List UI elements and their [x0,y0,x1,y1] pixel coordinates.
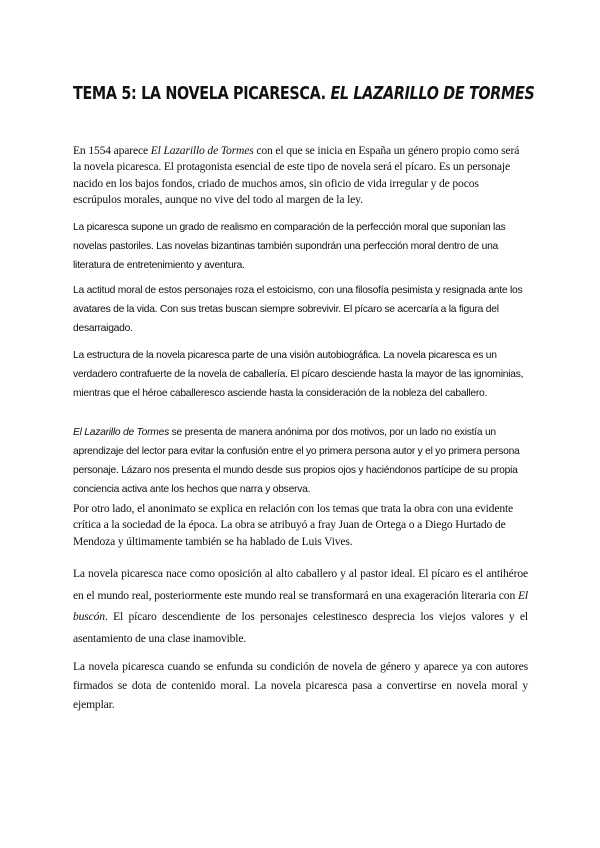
work-title-buscon: El buscón [73,588,528,623]
work-title-lazarillo: El Lazarillo de Tormes [73,427,169,438]
paragraph-intro [73,143,528,209]
paragraph-realism: La picaresca supone un grado de realismo en comparación de la perfección moral que suponían las novelas pastoriles. Las novelas bizantinas también supondrán una perfección moral dentro de una literatura de entretenimiento y aventura. [73,222,506,271]
title-emphasis: EL LAZARILLO DE TORMES [330,84,535,104]
paragraph-structure: La estructura de la novela picaresca parte de una visión autobiográfica. La novela picaresca es un verdadero contrafuerte de la novela de caballería. El pícaro desciende hasta la mayor de las ignominias, mientras que el héroe caballeresco asciende hasta la consideración de la nobleza del caballero. [73,350,524,399]
page-title [73,84,535,104]
paragraph-anonymity-post: se presenta de manera anónima por dos motivos, por un lado no existía un aprendizaje del lector para evitar la confusión entre el yo primera persona autor y el yo primera persona personaje. Lázaro nos presenta el mundo desde sus propios ojos y haciéndonos partícipe de su propia conciencia activa ante los hechos que narra y observa. [73,427,520,495]
paragraph-antihero-post: . El pícaro descendiente de los personajes celestinesco desprecia los viejos valores y el asentamiento de una clase inamovible. [73,610,528,645]
paragraph-moral-novel: La novela picaresca cuando se enfunda su condición de novela de género y aparece ya con autores firmados se dota de contenido moral. La novela picaresca pasa a convertirse en novela moral y ejemplar. [73,660,528,711]
paragraph-moral-attitude: La actitud moral de estos personajes roza el estoicismo, con una filosofía pesimista y resignada ante los avatares de la vida. Con sus tretas buscan siempre sobrevivir. El pícaro se acercaría a la figura del desarraigado. [73,285,523,334]
paragraph-intro-pre: En 1554 aparece [73,144,151,157]
paragraph-antihero [73,563,528,649]
paragraph-intro-post: con el que se inicia en España un género propio como será la novela picaresca. El protagonista esencial de este tipo de novela será el pícaro. Es un personaje nacido en los bajos fondos, criado de muchos amos, sin oficio de vida irregular y de pocos escrúpulos morales, aunque no vive del todo al margen de la ley. [73,144,520,207]
paragraph-anonymity [73,423,528,499]
title-prefix: TEMA 5: LA NOVELA PICARESCA. [73,84,331,104]
work-title-lazarillo: El Lazarillo de Tormes [150,144,254,157]
paragraph-antihero-pre: La novela picaresca nace como oposición al alto caballero y al pastor ideal. El pícaro es el antihéroe en el mundo real, posteriormente este mundo real se transformará en una exageración literaria con [73,567,528,602]
paragraph-authorship: Por otro lado, el anonimato se explica en relación con los temas que trata la obra con una evidente crítica a la sociedad de la época. La obra se atribuyó a fray Juan de Ortega o a Diego Hurtado de Mendoza y últimamente también se ha hablado de Luis Vives. [73,502,514,548]
